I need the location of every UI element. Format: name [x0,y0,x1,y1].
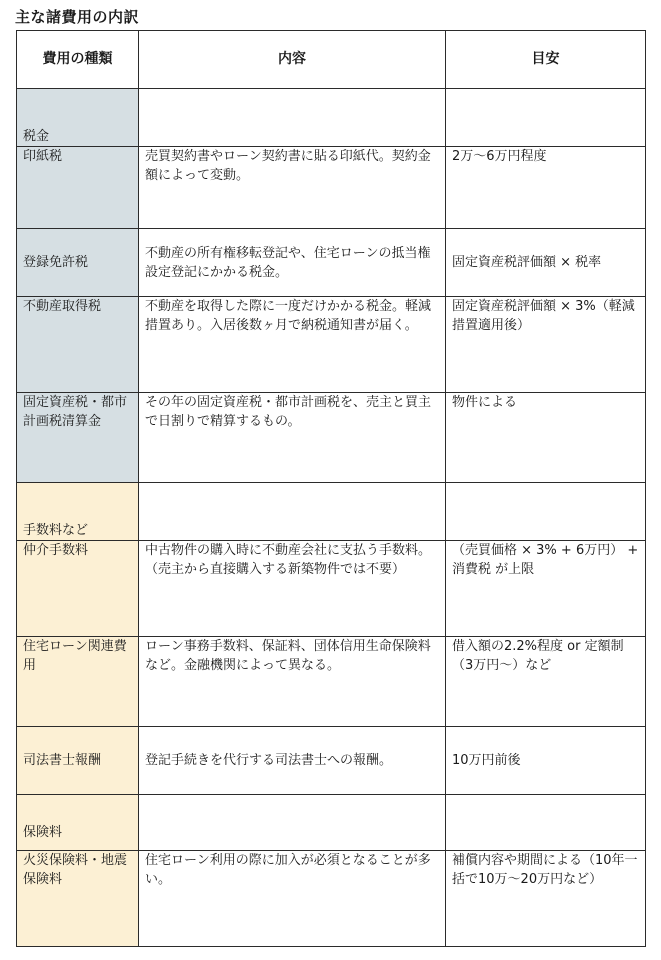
section-label-fees: 手数料など [17,483,139,541]
cell-estimate: 固定資産税評価額 × 税率 [446,229,646,297]
cell-content: 住宅ローン利用の際に加入が必須となることが多い。 [139,851,446,947]
cell-type: 火災保険料・地震保険料 [17,851,139,947]
empty-cell [446,795,646,851]
table-row-fire-insurance [17,851,646,947]
section-row-tax [17,89,646,147]
section-label-insurance: 保険料 [17,795,139,851]
empty-cell [446,89,646,147]
cell-type: 住宅ローン関連費用 [17,637,139,727]
section-row-fees [17,483,646,541]
cell-type: 印紙税 [17,147,139,229]
empty-cell [139,483,446,541]
table-row-property-tax [17,393,646,483]
cell-content: 不動産を取得した際に一度だけかかる税金。軽減措置あり。入居後数ヶ月で納税通知書が届く。 [139,297,446,393]
header-estimate: 目安 [446,31,646,89]
cell-type: 登録免許税 [17,229,139,297]
cell-estimate: 2万〜6万円程度 [446,147,646,229]
cell-content: その年の固定資産税・都市計画税を、売主と買主で日割りで精算するもの。 [139,393,446,483]
table-row-scrivener [17,727,646,795]
table-header-row [17,31,646,89]
cell-content: 不動産の所有権移転登記や、住宅ローンの抵当権設定登記にかかる税金。 [139,229,446,297]
table-row-loan-fees [17,637,646,727]
cell-content: 中古物件の購入時に不動産会社に支払う手数料。（売主から直接購入する新築物件では不要） [139,541,446,637]
section-label-tax: 税金 [17,89,139,147]
table-row-brokerage [17,541,646,637]
cell-content: 売買契約書やローン契約書に貼る印紙代。契約金額によって変動。 [139,147,446,229]
cell-content: ローン事務手数料、保証料、団体信用生命保険料など。金融機関によって異なる。 [139,637,446,727]
cell-type: 不動産取得税 [17,297,139,393]
table-row-stamp-tax [17,147,646,229]
table-row-registration-tax [17,229,646,297]
cost-breakdown-table [16,30,646,947]
table-row-acquisition-tax [17,297,646,393]
empty-cell [139,795,446,851]
cell-estimate: 10万円前後 [446,727,646,795]
cell-estimate: 固定資産税評価額 × 3%（軽減措置適用後） [446,297,646,393]
cell-estimate: 物件による [446,393,646,483]
page-title: 主な諸費用の内訳 [15,8,140,26]
cell-type: 仲介手数料 [17,541,139,637]
section-row-insurance [17,795,646,851]
cell-content: 登記手続きを代行する司法書士への報酬。 [139,727,446,795]
cell-estimate: 補償内容や期間による（10年一括で10万〜20万円など） [446,851,646,947]
header-content: 内容 [139,31,446,89]
empty-cell [446,483,646,541]
cell-type: 司法書士報酬 [17,727,139,795]
empty-cell [139,89,446,147]
header-type: 費用の種類 [17,31,139,89]
cell-estimate: （売買価格 × 3% + 6万円） + 消費税 が上限 [446,541,646,637]
cell-type: 固定資産税・都市計画税清算金 [17,393,139,483]
cell-estimate: 借入額の2.2%程度 or 定額制（3万円〜）など [446,637,646,727]
